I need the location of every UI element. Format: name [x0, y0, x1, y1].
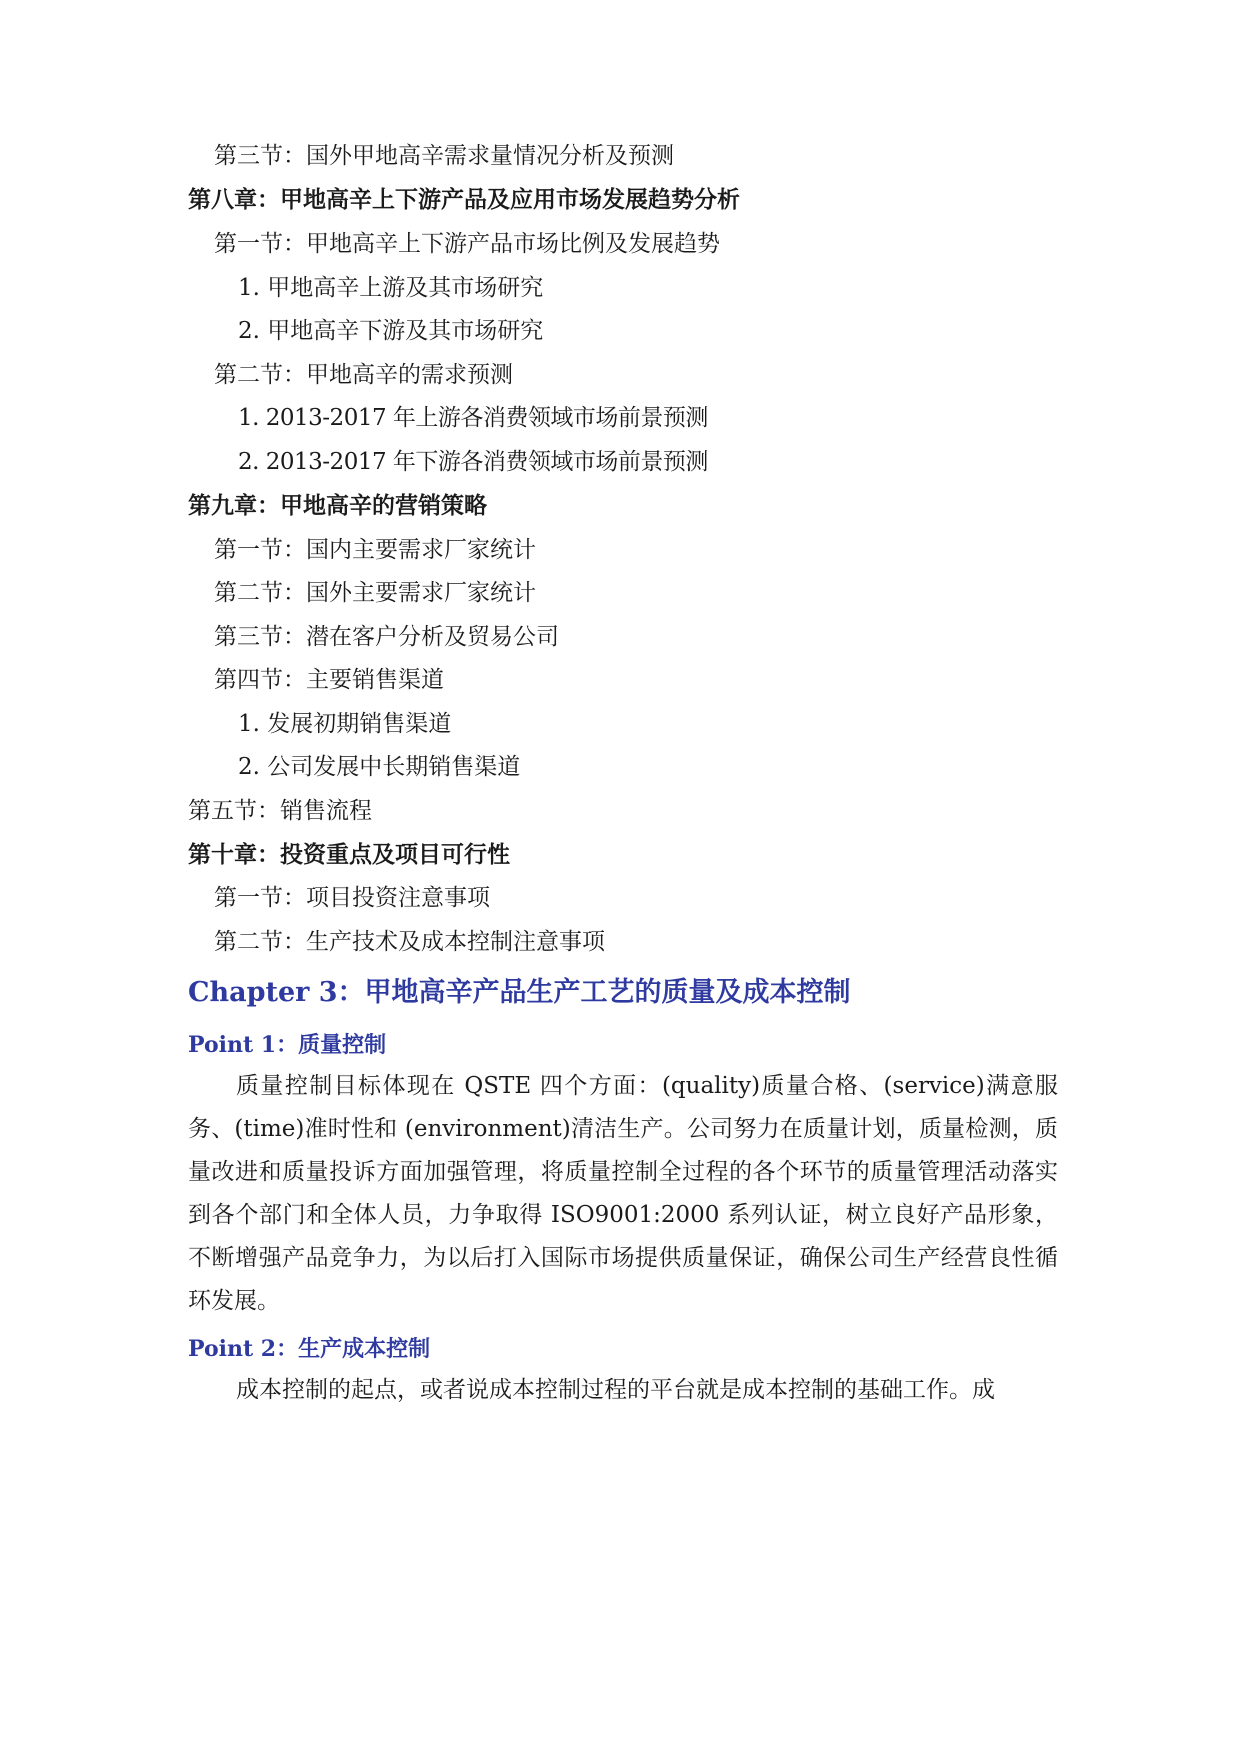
body-paragraph: 成本控制的起点，或者说成本控制过程的平台就是成本控制的基础工作。成: [236, 1377, 995, 1403]
point-heading: Point 2：生产成本控制: [188, 1336, 431, 1362]
toc-section: 第二节：甲地高辛的需求预测: [214, 362, 513, 388]
toc-section: 第四节：主要销售渠道: [214, 667, 444, 693]
toc-item: 1. 甲地高辛上游及其市场研究: [238, 275, 544, 301]
toc-section: 第二节：国外主要需求厂家统计: [214, 580, 536, 606]
toc-item: 1. 2013-2017 年上游各消费领域市场前景预测: [238, 405, 708, 431]
toc-section: 第三节：国外甲地高辛需求量情况分析及预测: [214, 143, 674, 169]
toc-section: 第二节：生产技术及成本控制注意事项: [214, 929, 605, 955]
toc-item: 2. 公司发展中长期销售渠道: [238, 754, 521, 780]
toc-section: 第一节：甲地高辛上下游产品市场比例及发展趋势: [214, 231, 720, 257]
toc-section: 第五节：销售流程: [188, 798, 372, 824]
toc-chapter-9: 第九章：甲地高辛的营销策略: [188, 492, 487, 519]
toc-chapter-8: 第八章：甲地高辛上下游产品及应用市场发展趋势分析: [188, 186, 740, 213]
toc-item: 2. 2013-2017 年下游各消费领域市场前景预测: [238, 449, 708, 475]
toc-item: 2. 甲地高辛下游及其市场研究: [238, 318, 544, 344]
body-paragraph: 质量控制目标体现在 QSTE 四个方面：(quality)质量合格、(service)满意服务、(time)准时性和 (environment)清洁生产。公司努力在质量计划，质量检测，质量改进和质量投诉方面加强管理，将质量控制全过程的各个环节的质量管理活动落实到各个部门和全体人员，力争取得 ISO9001:2000 系列认证，树立良好产品形象，不断增强产品竞争力，为以后打入国际市场提供质量保证，确保公司生产经营良性循环发展。: [188, 1073, 1058, 1314]
point-heading: Point 1：质量控制: [188, 1032, 387, 1058]
toc-section: 第一节：国内主要需求厂家统计: [214, 537, 536, 563]
chapter-heading: Chapter 3：甲地高辛产品生产工艺的质量及成本控制: [188, 977, 851, 1008]
toc-section: 第三节：潜在客户分析及贸易公司: [214, 624, 559, 650]
toc-chapter-10: 第十章：投资重点及项目可行性: [188, 841, 510, 868]
toc-section: 第一节：项目投资注意事项: [214, 885, 490, 911]
toc-item: 1. 发展初期销售渠道: [238, 711, 452, 737]
